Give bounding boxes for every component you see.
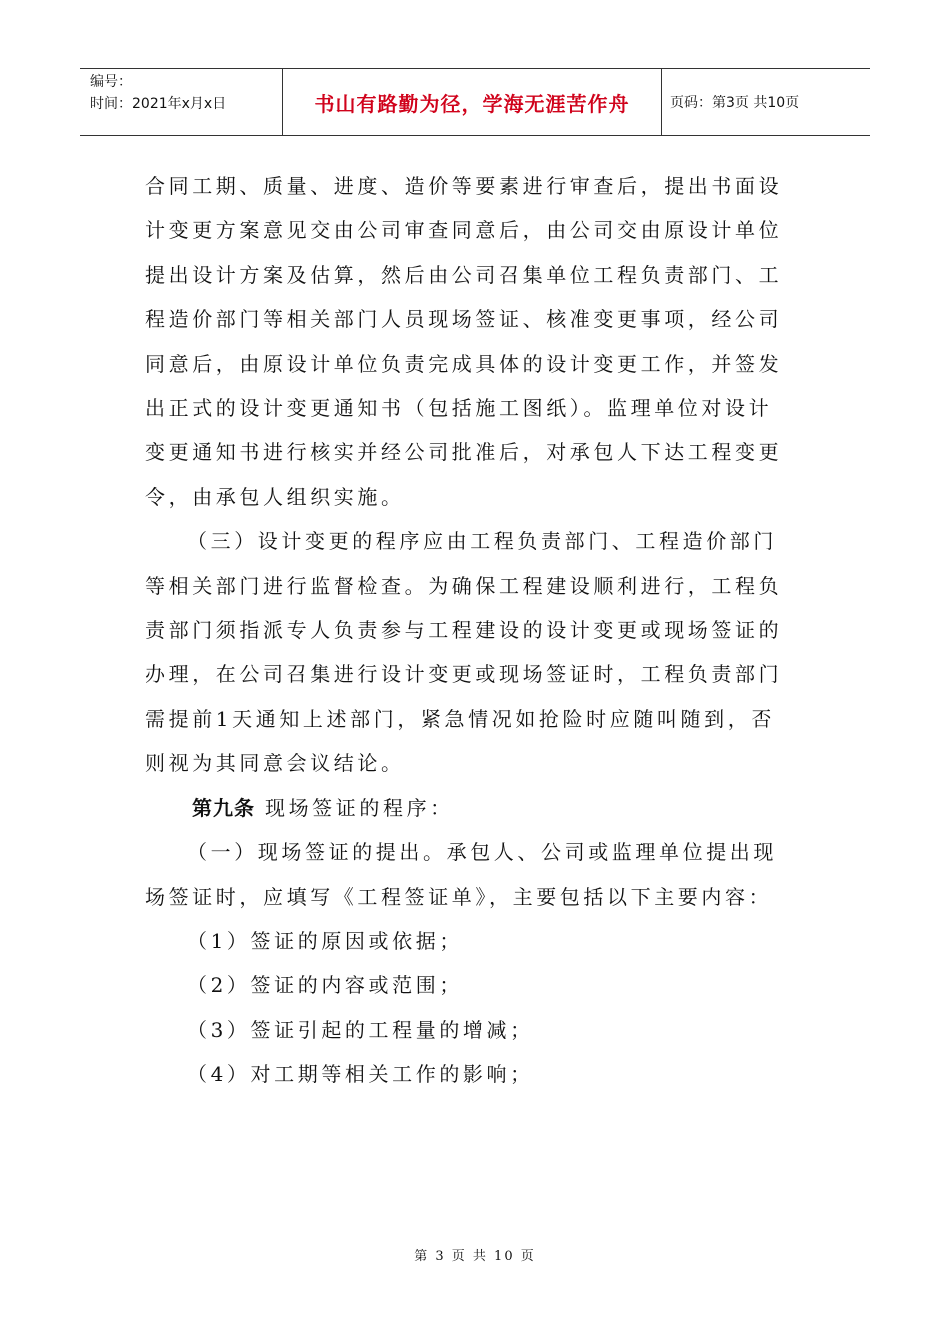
body-line: 程造价部门等相关部门人员现场签证、核准变更事项，经公司: [145, 307, 783, 332]
body-line: 办理，在公司召集进行设计变更或现场签证时，工程负责部门: [145, 662, 783, 687]
body-line: 场签证时，应填写《工程签证单》，主要包括以下主要内容：: [145, 884, 773, 909]
body-line: 合同工期、质量、进度、造价等要素进行审查后，提出书面设: [145, 174, 783, 198]
header-motto-cell: [283, 69, 662, 135]
body-line: 则视为其同意会议结论。: [145, 751, 405, 776]
header-page-info: [662, 69, 870, 135]
list-item: （3）签证引起的工程量的增减；: [187, 1017, 534, 1042]
list-item: （4）对工期等相关工作的影响；: [187, 1062, 534, 1087]
body-line: 计变更方案意见交由公司审查同意后，由公司交由原设计单位: [145, 218, 783, 243]
document-time-label: 时间：2021年x月x日: [90, 96, 227, 112]
article-number: 第九条: [192, 795, 255, 820]
body-line: 出正式的设计变更通知书（包括施工图纸）。监理单位对设计: [145, 396, 773, 421]
list-item: （2）签证的内容或范围；: [187, 973, 463, 998]
document-body: [145, 164, 795, 1097]
subsection-one-first-line: （一）现场签证的提出。承包人、公司或监理单位提出现: [187, 840, 777, 865]
header-meta: [80, 69, 283, 135]
document-header: [80, 68, 870, 136]
article-title: 现场签证的程序：: [264, 795, 454, 820]
section-three-first-line: （三）设计变更的程序应由工程负责部门、工程造价部门: [187, 529, 777, 554]
article-nine-heading: [145, 786, 795, 830]
body-line: 提出设计方案及估算，然后由公司召集单位工程负责部门、工: [145, 262, 783, 287]
body-line: 令，由承包人组织实施。: [145, 484, 405, 509]
body-line: 变更通知书进行核实并经公司批准后，对承包人下达工程变更: [145, 440, 783, 465]
body-line: 等相关部门进行监督检查。为确保工程建设顺利进行，工程负: [145, 573, 783, 598]
body-line: 同意后，由原设计单位负责完成具体的设计变更工作，并签发: [145, 351, 783, 376]
body-line: 责部门须指派专人负责参与工程建设的设计变更或现场签证的: [145, 618, 783, 643]
header-motto: 书山有路勤为径，学海无涯苦作舟: [314, 91, 630, 116]
body-line: 需提前1天通知上述部门，紧急情况如抢险时应随叫随到，否: [145, 706, 775, 731]
header-page-number: 页码：第3页 共10页: [670, 95, 800, 111]
document-number-label: 编号：: [90, 74, 132, 90]
page-footer: 第 3 页 共 10 页: [414, 1249, 536, 1264]
list-item: （1）签证的原因或依据；: [187, 928, 463, 953]
